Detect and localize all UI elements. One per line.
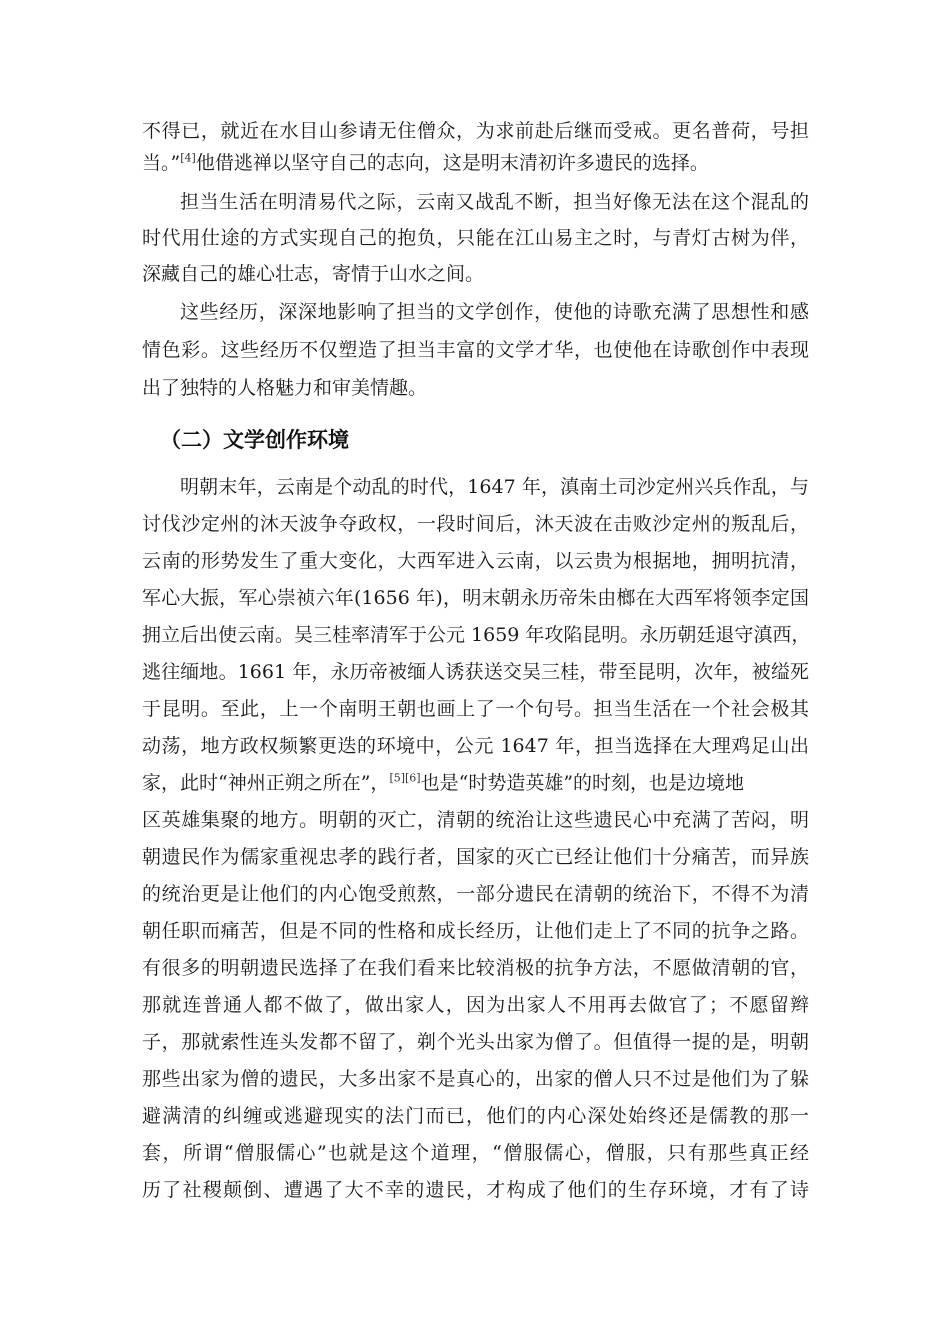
text-line: 区英雄集聚的地方。明朝的灭亡，清朝的统治让这些遗民心中充满了苦闷，明 [142,809,809,831]
text-fragment: 当。” [142,152,181,174]
citation-reference: [5][6] [389,771,421,785]
text-line: 有很多的明朝遗民选择了在我们看来比较消极的抗争方法，不愿做清朝的官， [142,957,809,979]
text-line [142,151,709,175]
text-line: 避满清的纠缠或逃避现实的法门而已，他们的内心深处始终还是儒教的那一 [142,1105,809,1127]
text-line: 军心大振，军心崇祯六年(1656 年)，明末朝永历帝朱由榔在大西军将领李定国 [142,587,809,609]
text-line: 这些经历，深深地影响了担当的文学创作，使他的诗歌充满了思想性和感 [180,301,809,323]
text-line: 套，所谓“僧服儒心”也就是这个道理，“僧服儒心，僧服，只有那些真正经 [142,1142,809,1164]
text-line: 于昆明。至此，上一个南明王朝也画上了一个句号。担当生活在一个社会极其 [142,698,809,720]
text-line: 讨伐沙定州的沐天波争夺政权，一段时间后，沐天波在击败沙定州的叛乱后， [142,513,809,535]
text-line: 不得已，就近在水目山参请无住僧众，为求前赴后继而受戒。更名普荷，号担 [142,120,809,142]
text-line: 明朝末年，云南是个动乱的时代，1647 年，滇南土司沙定州兴兵作乱，与 [180,476,809,498]
text-line: 朝遗民作为儒家重视忠孝的践行者，国家的灭亡已经让他们十分痛苦，而异族 [142,846,809,868]
section-heading: （二）文学创作环境 [160,428,349,452]
citation-reference: [4] [180,151,196,165]
text-line: 子，那就索性连头发都不留了，剃个光头出家为僧了。但值得一提的是，明朝 [142,1031,809,1053]
text-line: 的统治更是让他们的内心饱受煎熬，一部分遗民在清朝的统治下，不得不为清 [142,883,809,905]
text-line: 时代用仕途的方式实现自己的抱负，只能在江山易主之时，与青灯古树为伴， [142,227,809,249]
text-line: 逃往缅地。1661 年，永历帝被缅人诱获送交吴三桂，带至昆明，次年，被缢死 [142,661,809,683]
text-line: 动荡，地方政权频繁更迭的环境中，公元 1647 年，担当选择在大理鸡足山出 [142,735,809,757]
text-line: 云南的形势发生了重大变化，大西军进入云南，以云贵为根据地，拥明抗清， [142,550,809,572]
text-line [142,771,744,795]
text-fragment: 家，此时“神州正朔之所在”， [142,772,390,794]
text-line: 那些出家为僧的遗民，大多出家不是真心的，出家的僧人只不过是他们为了躲 [142,1068,809,1090]
text-line: 历了社稷颠倒、遭遇了大不幸的遗民，才构成了他们的生存环境，才有了诗 [142,1179,809,1201]
text-line: 朝任职而痛苦，但是不同的性格和成长经历，让他们走上了不同的抗争之路。 [142,920,809,942]
text-line: 拥立后出使云南。吴三桂率清军于公元 1659 年攻陷昆明。永历朝廷退守滇西， [142,624,811,646]
text-fragment: 也是“时势造英雄”的时刻，也是边境地 [420,772,745,794]
text-line: 出了独特的人格魅力和审美情趣。 [142,377,428,399]
text-line: 那就连普通人都不做了，做出家人，因为出家人不用再去做官了；不愿留辫 [142,994,809,1016]
text-line: 担当生活在明清易代之际，云南又战乱不断，担当好像无法在这个混乱的 [180,191,809,213]
text-fragment: 他借逃禅以坚守自己的志向，这是明末清初许多遗民的选择。 [195,152,709,174]
text-line: 情色彩。这些经历不仅塑造了担当丰富的文学才华，也使他在诗歌创作中表现 [142,339,809,361]
text-line: 深藏自己的雄心壮志，寄情于山水之间。 [142,263,485,285]
